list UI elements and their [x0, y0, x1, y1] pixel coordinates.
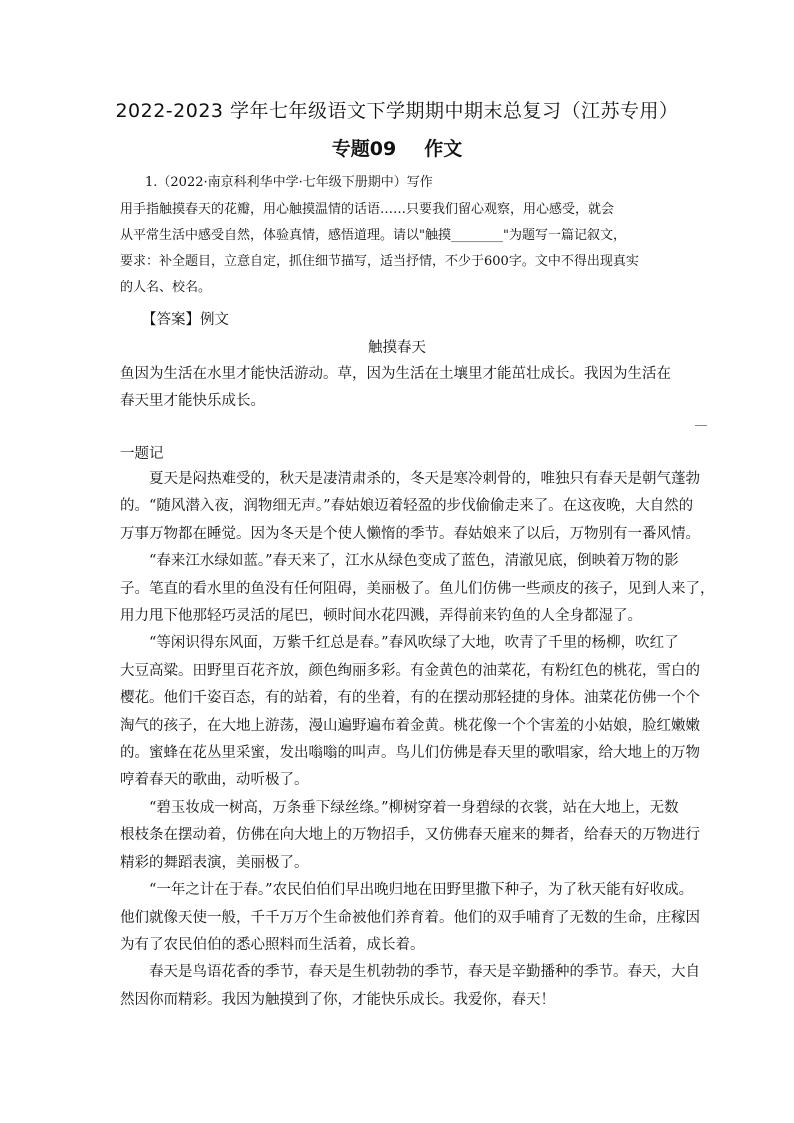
body-line: 子。笔直的看水里的鱼没有任何阻碍，美丽极了。鱼儿们仿佛一些顽皮的孩子，见到人来了， — [120, 580, 715, 597]
prompt-line: 要求：补全题目，立意自定，抓住细节描写，适当抒情，不少于600字。文中不得出现真实 — [120, 254, 639, 269]
body-line: 根枝条在摆动着，仿佛在向大地上的万物招手，又仿佛春天雇来的舞者，给春天的万物进行 — [120, 827, 700, 844]
subtitle-topic-number: 专题09 — [331, 138, 397, 160]
body-line: 大豆高粱。田野里百花齐放，颜色绚丽多彩。有金黄色的油菜花，有粉红色的桃花，雪白的 — [120, 662, 700, 679]
margin-dash — [695, 425, 707, 426]
body-line: 然因你而精彩。我因为触摸到了你，才能快乐成长。我爱你，春天！ — [120, 991, 555, 1008]
document-title: 2022-2023 学年七年级语文下学期期中期末总复习（江苏专用） — [115, 100, 679, 122]
subtitle-topic-name: 作文 — [424, 138, 463, 160]
answer-label: 【答案】例文 — [142, 312, 229, 328]
body-line: “一年之计在于春。”农民伯伯们早出晚归地在田野里撒下种子，为了秋天能有好收成。 — [120, 882, 694, 899]
intro-line: 春天里才能快乐成长。 — [120, 392, 265, 409]
body-line: 春天是鸟语花香的季节，春天是生机勃勃的季节，春天是辛勤播种的季节。春天，大自 — [120, 964, 700, 981]
body-line: 的。“随风潜入夜，润物细无声。”春姑娘迈着轻盈的步伐偷偷走来了。在这夜晚，大自然的 — [120, 498, 694, 515]
essay-intro — [120, 361, 680, 414]
body-line: 的。蜜蜂在花丛里采蜜，发出嗡嗡的叫声。鸟儿们仿佛是春天里的歌唱家，给大地上的万物 — [120, 745, 700, 762]
body-line: 为有了农民伯伯的悉心照料而生活着，成长着。 — [120, 936, 425, 953]
intro-line: 鱼因为生活在水里才能快活游动。草，因为生活在土壤里才能茁壮成长。我因为生活在 — [120, 366, 671, 382]
prompt-line: 的人名、校名。 — [120, 280, 212, 295]
body-line: 他们就像天使一般，千千万万个生命被他们养育着。他们的双手哺育了无数的生命，庄稼因 — [120, 909, 700, 926]
prompt-line: 从平常生活中感受自然，体验真情，感悟道理。请以"触摸________"为题写一篇记叙文， — [120, 228, 626, 243]
question-heading: 1.（2022·南京科利华中学·七年级下册期中）写作 — [145, 175, 433, 190]
body-line: “春来江水绿如蓝。”春天来了，江水从绿色变成了蓝色，清澈见底，倒映着万物的影 — [120, 553, 679, 570]
section-label: 一题记 — [120, 446, 164, 462]
body-line: 淘气的孩子，在大地上游荡，漫山遍野遍布着金黄。桃花像一个个害羞的小姑娘，脸红嫩嫩 — [120, 717, 700, 734]
body-line: 万事万物都在睡觉。因为冬天是个使人懒惰的季节。春姑娘来了以后，万物别有一番风情。 — [120, 525, 700, 542]
body-line: 哼着春天的歌曲，动听极了。 — [120, 772, 309, 789]
prompt-line: 用手指触摸春天的花瓣，用心触摸温情的话语……只要我们留心观察，用心感受，就会 — [120, 202, 615, 217]
body-line: 用力甩下他那轻巧灵活的尾巴，顿时间水花四溅，弄得前来钓鱼的人全身都湿了。 — [120, 608, 642, 625]
body-line: 精彩的舞蹈表演，美丽极了。 — [120, 854, 309, 871]
body-line: “等闲识得东风面，万紫千红总是春。”春风吹绿了大地，吹青了千里的杨柳，吹红了 — [120, 635, 679, 652]
body-line: “碧玉妆成一树高，万条垂下绿丝绦。”柳树穿着一身碧绿的衣裳，站在大地上，无数 — [120, 799, 679, 816]
question-prompt — [120, 197, 680, 301]
body-line: 夏天是闷热难受的，秋天是凄清肃杀的，冬天是寒冷刺骨的，唯独只有春天是朝气蓬勃 — [120, 471, 700, 487]
essay-body — [120, 466, 715, 1014]
body-line: 樱花。他们千姿百态，有的站着，有的坐着，有的在摆动那轻捷的身体。油菜花仿佛一个个 — [120, 690, 700, 707]
essay-title: 触摸春天 — [368, 340, 426, 356]
document-subtitle — [0, 134, 794, 161]
